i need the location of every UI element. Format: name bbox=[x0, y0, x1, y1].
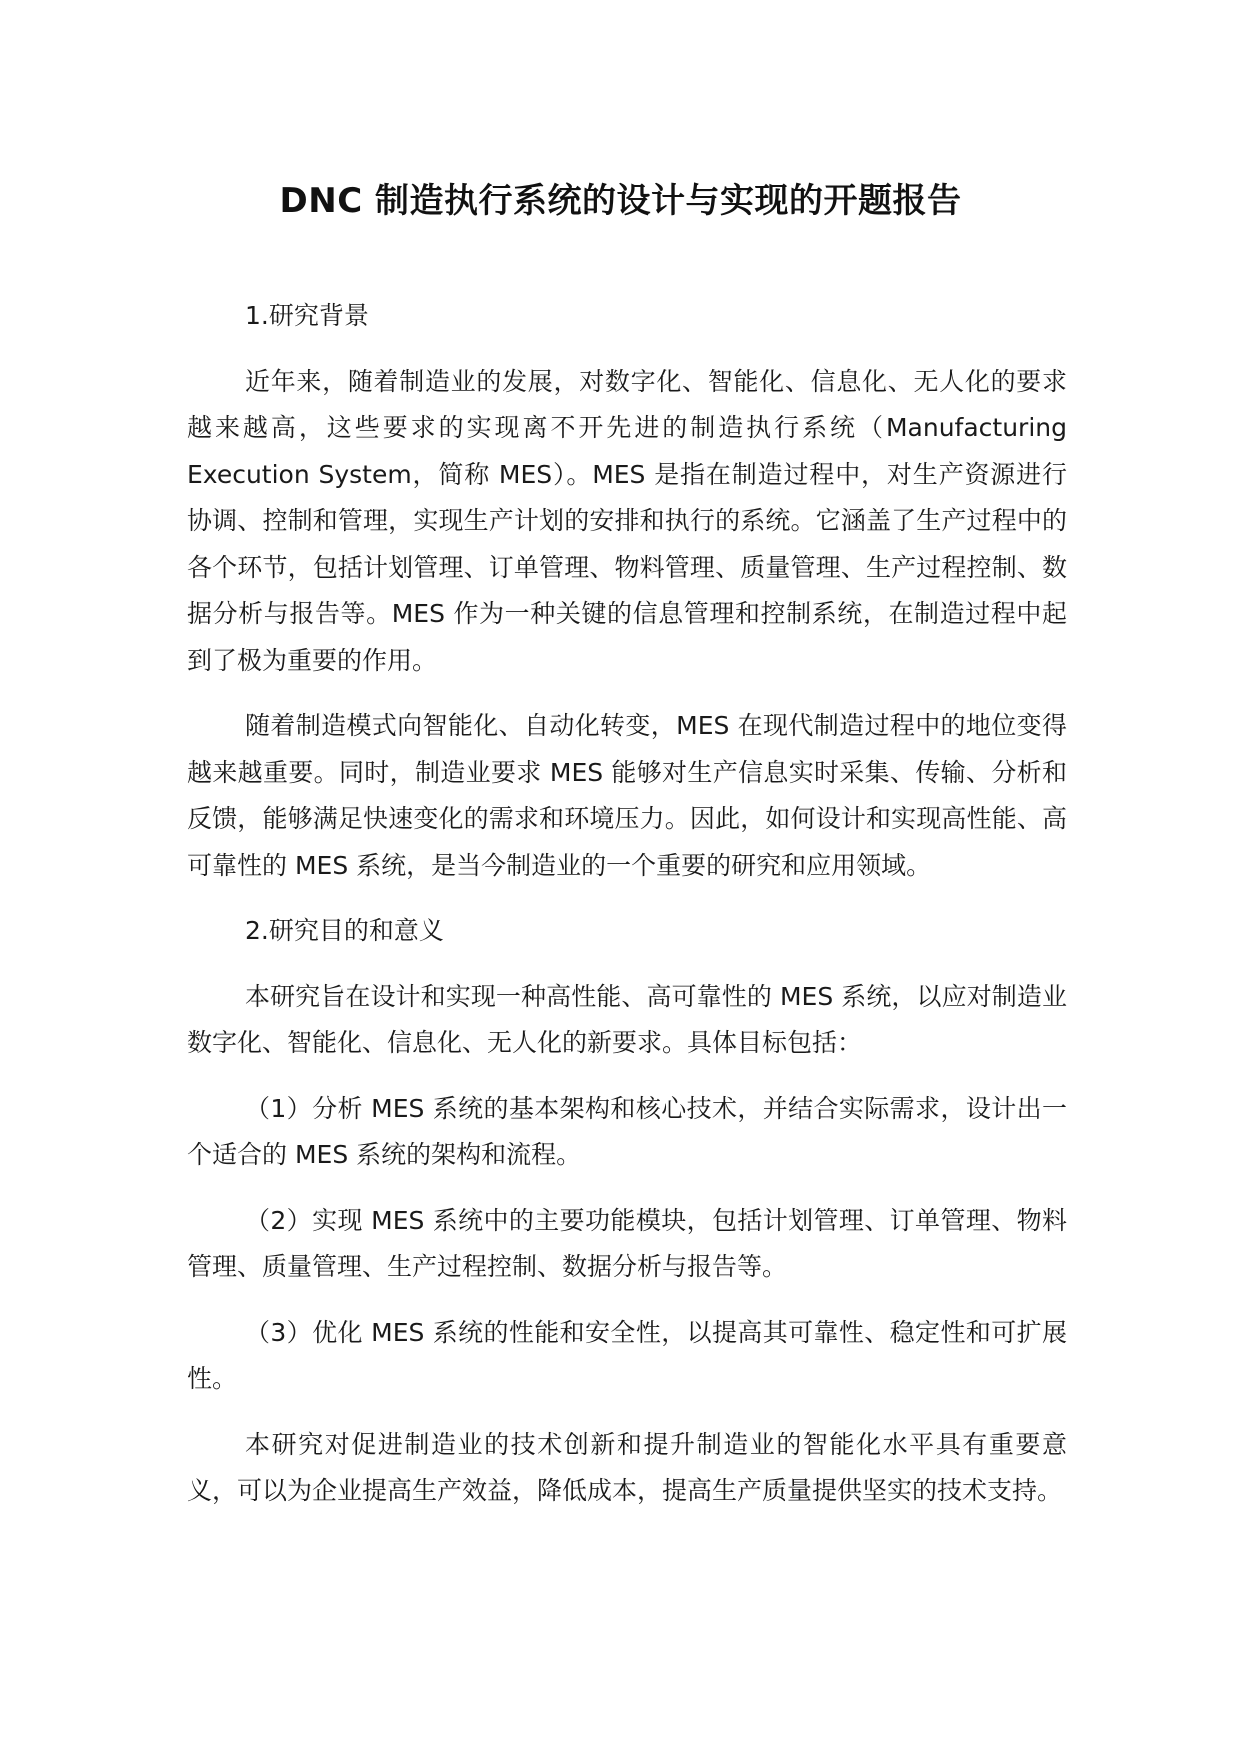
document-body bbox=[187, 293, 1067, 1534]
paragraph-background-2: 随着制造模式向智能化、自动化转变，MES 在现代制造过程中的地位变得越来越重要。同时，制造业要求 MES 能够对生产信息实时采集、传输、分析和反馈，能够满足快速变化的需求和环境压力。因此，如何设计和实现高性能、高可靠性的 MES 系统，是当今制造业的一个重要的研究和应用领域。 bbox=[187, 711, 1067, 880]
list-item-goal-2: （2）实现 MES 系统中的主要功能模块，包括计划管理、订单管理、物料管理、质量管理、生产过程控制、数据分析与报告等。 bbox=[187, 1205, 1067, 1281]
document-title: DNC 制造执行系统的设计与实现的开题报告 bbox=[279, 181, 962, 221]
section-heading-purpose: 2.研究目的和意义 bbox=[245, 916, 444, 945]
section-heading-background: 1.研究背景 bbox=[245, 301, 369, 330]
paragraph-significance: 本研究对促进制造业的技术创新和提升制造业的智能化水平具有重要意义，可以为企业提高生产效益，降低成本，提高生产质量提供坚实的技术支持。 bbox=[187, 1429, 1067, 1505]
paragraph-purpose-intro: 本研究旨在设计和实现一种高性能、高可靠性的 MES 系统，以应对制造业数字化、智能化、信息化、无人化的新要求。具体目标包括： bbox=[187, 981, 1067, 1057]
list-item-goal-1: （1）分析 MES 系统的基本架构和核心技术，并结合实际需求，设计出一个适合的 MES 系统的架构和流程。 bbox=[187, 1093, 1067, 1169]
paragraph-background-1: 近年来，随着制造业的发展，对数字化、智能化、信息化、无人化的要求越来越高，这些要求的实现离不开先进的制造执行系统（Manufacturing Execution System，简称 MES）。MES 是指在制造过程中，对生产资源进行协调、控制和管理，实现生产计划的安排和执行的系统。它涵盖了生产过程中的各个环节，包括计划管理、订单管理、物料管理、质量管理、生产过程控制、数据分析与报告等。MES 作为一种关键的信息管理和控制系统，在制造过程中起到了极为重要的作用。 bbox=[187, 366, 1067, 675]
list-item-goal-3: （3）优化 MES 系统的性能和安全性，以提高其可靠性、稳定性和可扩展性。 bbox=[187, 1317, 1067, 1393]
